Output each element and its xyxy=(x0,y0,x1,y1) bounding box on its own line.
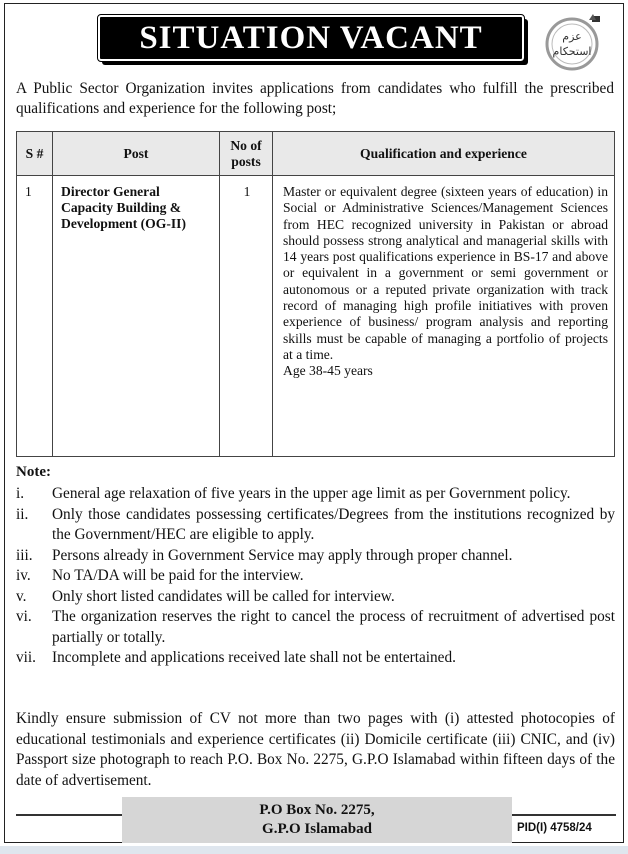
note-text: The organization reserves the right to cancel the process of recruitment of advertised post partially or totally. xyxy=(52,608,615,646)
footer-rule-right xyxy=(512,814,616,816)
pid-number: PID(I) 4758/24 xyxy=(517,822,592,834)
closing-paragraph: Kindly ensure submission of CV not more than two pages with (i) attested photocopies of educational testimonials and experience certificates (ii) Domicile certificate (iii) CNIC, and (iv) Passport size photograph to reach P.O. Box No. 2275, G.P.O Islamabad within fifteen days of the date of advertisement. xyxy=(16,710,615,789)
footer-rule-left xyxy=(16,814,124,816)
note-number: iii. xyxy=(16,546,33,564)
page-bottom-strip xyxy=(0,846,628,854)
table-row xyxy=(17,176,615,457)
list-item xyxy=(16,648,615,669)
page-title: SITUATION VACANT xyxy=(98,15,524,61)
list-item xyxy=(16,505,615,546)
title-banner xyxy=(98,15,528,65)
note-text: No TA/DA will be paid for the interview. xyxy=(52,567,304,584)
note-number: ii. xyxy=(16,505,29,523)
note-number: i. xyxy=(16,485,25,502)
address-line-1: P.O Box No. 2275, xyxy=(259,802,375,818)
azm-e-istehkam-logo-icon xyxy=(540,10,610,74)
table-header-row xyxy=(17,132,615,176)
note-number: v. xyxy=(16,587,27,605)
header-qualification: Qualification and experience xyxy=(273,132,615,176)
note-text: General age relaxation of five years in the upper age limit as per Government policy. xyxy=(52,485,571,502)
note-number: vi. xyxy=(16,608,32,625)
posts-table xyxy=(16,131,615,457)
intro-paragraph: A Public Sector Organization invites applications from candidates who fulfill the prescribed qualifications and experience for the following post; xyxy=(16,80,614,117)
qualification-text: Master or equivalent degree (sixteen years of education) in Social or Administrative Sciences/Management Sciences from HEC recognized university in Pakistan or abroad should possess strong analytical and managerial skills with 14 years post qualifications experience in BS-17 and above or equivalent in a government or semi government or autonomous or a reputed private organization with track record of managing high profile initiatives with proven experience of business/ program analysis and reporting skills must be capable of managing a portfolio of projects at a time. xyxy=(283,184,608,362)
address-line-2: G.P.O Islamabad xyxy=(262,821,372,837)
list-item xyxy=(16,484,615,505)
note-number: vii. xyxy=(16,649,36,666)
address-box xyxy=(122,797,512,843)
header-sn: S # xyxy=(17,132,53,176)
note-text: Persons already in Government Service may apply through proper channel. xyxy=(52,546,513,564)
list-item xyxy=(16,607,615,648)
list-item xyxy=(16,566,615,587)
note-text: Only short listed candidates will be called for interview. xyxy=(52,587,395,605)
note-number: iv. xyxy=(16,567,31,584)
notes-list xyxy=(16,484,615,669)
cell-sn: 1 xyxy=(25,184,32,199)
cell-qualification xyxy=(273,176,614,384)
note-text: Only those candidates possessing certificates/Degrees from the institutions recognized by the Government/HEC are eligible to apply. xyxy=(52,505,615,543)
header-no-of-posts: No of posts xyxy=(220,132,273,176)
list-item xyxy=(16,546,615,567)
note-text: Incomplete and applications received late shall not be entertained. xyxy=(52,649,456,666)
cell-post-title: Director General Capacity Building & Development (OG-II) xyxy=(61,184,186,231)
svg-text:استحکام: استحکام xyxy=(552,45,592,58)
age-limit: Age 38-45 years xyxy=(283,363,373,379)
header-post: Post xyxy=(53,132,220,176)
notes-heading: Note: xyxy=(16,464,51,480)
svg-text:عزم: عزم xyxy=(562,30,582,43)
list-item xyxy=(16,587,615,608)
cell-no-of-posts: 1 xyxy=(243,184,251,199)
